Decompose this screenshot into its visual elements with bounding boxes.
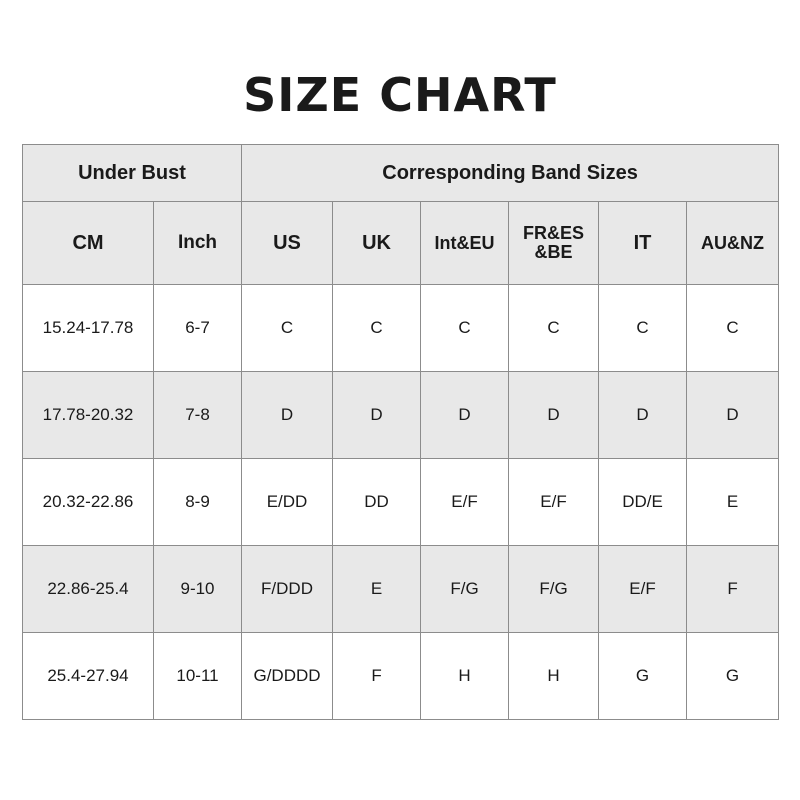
- cell-fr-es-be: H: [509, 633, 599, 720]
- cell-au-nz: D: [687, 372, 779, 459]
- cell-us: D: [242, 372, 333, 459]
- table-row: [23, 633, 779, 720]
- cell-inch: 10-11: [154, 633, 242, 720]
- group-header-under-bust: Under Bust: [23, 145, 242, 202]
- cell-uk: E: [333, 546, 421, 633]
- group-header-band-sizes: Corresponding Band Sizes: [242, 145, 779, 202]
- cell-it: D: [599, 372, 687, 459]
- cell-cm: 20.32-22.86: [23, 459, 154, 546]
- cell-inch: 6-7: [154, 285, 242, 372]
- column-header-inch: Inch: [154, 202, 242, 285]
- group-header-row: [23, 145, 779, 202]
- cell-fr-es-be: C: [509, 285, 599, 372]
- cell-inch: 9-10: [154, 546, 242, 633]
- table-header: [23, 145, 779, 285]
- cell-uk: C: [333, 285, 421, 372]
- cell-inch: 8-9: [154, 459, 242, 546]
- cell-fr-es-be: E/F: [509, 459, 599, 546]
- page-title: SIZE CHART: [243, 68, 557, 122]
- table-row: [23, 459, 779, 546]
- cell-it: DD/E: [599, 459, 687, 546]
- cell-cm: 22.86-25.4: [23, 546, 154, 633]
- table-container: [0, 144, 800, 720]
- cell-us: F/DDD: [242, 546, 333, 633]
- cell-int-eu: H: [421, 633, 509, 720]
- cell-fr-es-be: F/G: [509, 546, 599, 633]
- cell-us: C: [242, 285, 333, 372]
- cell-int-eu: E/F: [421, 459, 509, 546]
- cell-it: E/F: [599, 546, 687, 633]
- table-row: [23, 372, 779, 459]
- cell-int-eu: C: [421, 285, 509, 372]
- column-header-row: [23, 202, 779, 285]
- column-header-us: US: [242, 202, 333, 285]
- cell-int-eu: F/G: [421, 546, 509, 633]
- cell-us: E/DD: [242, 459, 333, 546]
- table-row: [23, 546, 779, 633]
- cell-us: G/DDDD: [242, 633, 333, 720]
- column-header-it: IT: [599, 202, 687, 285]
- cell-uk: D: [333, 372, 421, 459]
- size-chart-table: [22, 144, 779, 720]
- cell-au-nz: E: [687, 459, 779, 546]
- table-body: [23, 285, 779, 720]
- column-header-int-eu: Int&EU: [421, 202, 509, 285]
- cell-cm: 25.4-27.94: [23, 633, 154, 720]
- column-header-fr-es-be-line2: &BE: [534, 242, 573, 262]
- column-header-uk: UK: [333, 202, 421, 285]
- cell-au-nz: C: [687, 285, 779, 372]
- column-header-fr-es-be-line1: FR&ES: [523, 223, 585, 244]
- cell-cm: 17.78-20.32: [23, 372, 154, 459]
- cell-inch: 7-8: [154, 372, 242, 459]
- cell-uk: F: [333, 633, 421, 720]
- cell-it: C: [599, 285, 687, 372]
- cell-uk: DD: [333, 459, 421, 546]
- column-header-cm: CM: [23, 202, 154, 285]
- column-header-au-nz: AU&NZ: [687, 202, 779, 285]
- cell-it: G: [599, 633, 687, 720]
- table-row: [23, 285, 779, 372]
- column-header-fr-es-be: [509, 202, 599, 285]
- cell-au-nz: F: [687, 546, 779, 633]
- cell-au-nz: G: [687, 633, 779, 720]
- cell-cm: 15.24-17.78: [23, 285, 154, 372]
- cell-int-eu: D: [421, 372, 509, 459]
- cell-fr-es-be: D: [509, 372, 599, 459]
